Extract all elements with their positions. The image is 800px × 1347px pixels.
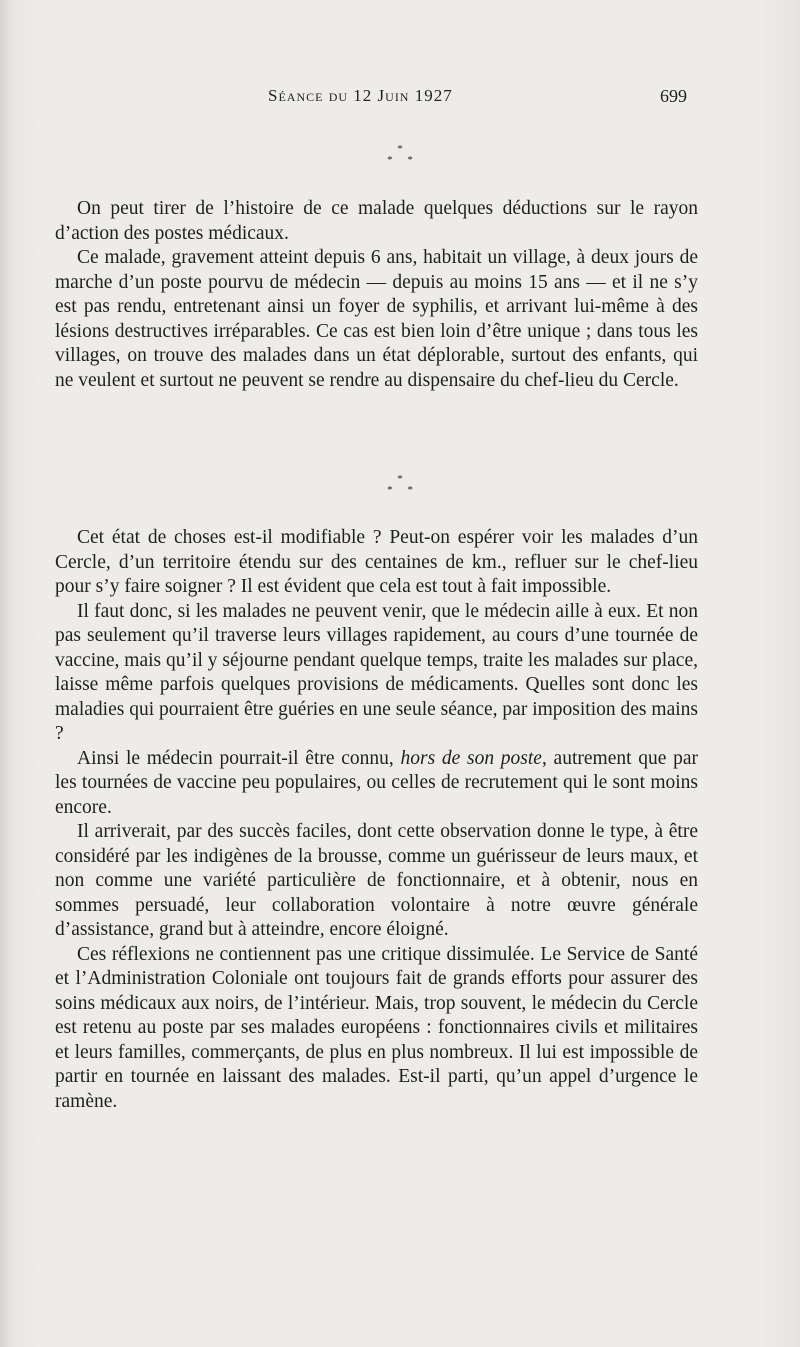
section-2-text <box>55 526 698 1114</box>
paragraph: Il arriverait, par des succès faciles, dont cette observation donne le type, à être considéré par les indigènes de la brousse, comme un guérisseur de leurs maux, et non comme une variété particulière de fonctionnaire, et à obtenir, nous en sommes persuadé, leur collaboration volontaire à notre œuvre générale d’assistance, grand but à atteindre, encore éloigné. <box>55 821 698 940</box>
paragraph: Ces réflexions ne contiennent pas une critique dissimulée. Le Service de Santé et l’Administration Coloniale ont toujours fait de grands efforts pour assurer des soins médicaux aux noirs, de l’intérieur. Mais, trop souvent, le médecin du Cercle est retenu au poste par ses malades européens : fonctionnaires civils et militaires et leurs familles, commerçants, de plus en plus nombreux. Il lui est impossible de partir en tournée en laissant des malades. Est-il parti, qu’un appel d’urgence le ramène. <box>55 943 698 1112</box>
paragraph: Ce malade, gravement atteint depuis 6 ans, habitait un village, à deux jours de marche d’un poste pourvu de médecin — depuis au moins 15 ans — et il ne s’y est pas rendu, entretenant ainsi un foyer de syphilis, et arrivant lui-même à des lésions destructives irréparables. Ce cas est bien loin d’être unique ; dans tous les villages, on trouve des malades dans un état déplorable, surtout des enfants, qui ne veulent et surtout ne peuvent se rendre au dispensaire du chef-lieu du Cercle. <box>55 247 698 391</box>
running-title: Séance du 12 Juin 1927 <box>268 86 453 105</box>
section-separator <box>0 144 800 166</box>
paragraph <box>55 747 698 821</box>
paragraph: On peut tirer de l’histoire de ce malade quelques déductions sur le rayon d’action des postes médicaux. <box>55 198 698 244</box>
paragraph: Cet état de choses est-il modifiable ? Peut-on espérer voir les malades d’un Cercle, d’un territoire étendu sur des centaines de km., refluer sur le chef-lieu pour s’y faire soigner ? Il est évident que cela est tout à fait impossible. <box>55 527 698 597</box>
paragraph-text: , autrement que par les tournées de vaccine peu populaires, ou celles de recrutement qui le sont moins encore. <box>55 747 699 818</box>
section-separator <box>0 474 800 496</box>
paragraph: Il faut donc, si les malades ne peuvent venir, que le médecin aille à eux. Et non pas seulement qu’il traverse leurs villages rapidement, au cours d’une tournée de vaccine, mais qu’il y séjourne pendant quelque temps, traite les malades sur place, laisse même parfois quelques provisions de médicaments. Quelles sont donc les maladies qui pourraient être guéries en une seule séance, par imposition des mains ? <box>55 600 698 744</box>
separator-star-top: * <box>397 143 403 155</box>
separator-star-top: * <box>397 473 403 485</box>
page-number: 699 <box>660 86 687 106</box>
section-1-text <box>55 197 698 393</box>
paragraph-text: Ainsi le médecin pourrait-il être connu, <box>77 747 401 769</box>
italic-phrase: hors de son poste <box>400 747 542 769</box>
separator-stars-bottom: * * <box>387 154 419 166</box>
page-header <box>0 86 800 110</box>
separator-stars-bottom: * * <box>387 484 419 496</box>
